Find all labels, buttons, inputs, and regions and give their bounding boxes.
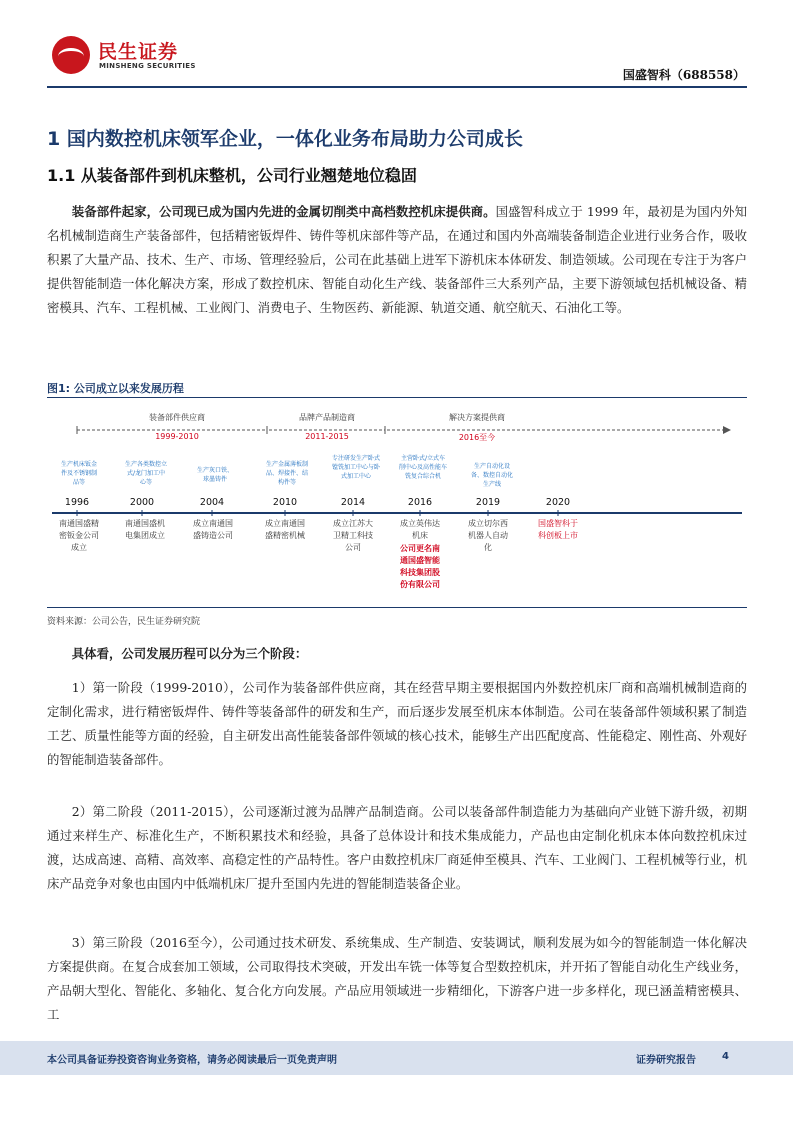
stage-1-name: 装备部件供应商 [149, 413, 205, 422]
note-rename-2016: 公司更名南通国盛智能科技集团股份有限公司 [400, 544, 440, 589]
note-bottom-2000: 南通国盛机电集团成立 [125, 519, 165, 540]
year-2016: 2016 [407, 497, 433, 508]
intro-paragraph [47, 200, 747, 320]
note-bottom-2020: 国盛智科于科创板上市 [538, 519, 578, 540]
stage-paragraph-1 [47, 676, 747, 772]
year-2010: 2010 [272, 497, 298, 508]
note-top-2014: 专注研发生产卧式镗铣加工中心与卧式加工中心 [332, 455, 381, 480]
subsection-heading: 1.1 从装备部件到机床整机，公司行业翘楚地位稳固 [47, 166, 417, 185]
figure-bottom-rule [47, 607, 747, 608]
figure-source: 资料来源：公司公告，民生证券研究院 [47, 617, 201, 627]
figure-title: 图1: 公司成立以来发展历程 [47, 382, 184, 395]
note-top-2016: 主营卧式/立式车削中心及高性能车铣复合综合机 [399, 455, 448, 480]
figure-top-rule [47, 397, 747, 398]
stage-paragraph-3 [47, 931, 747, 1027]
stage-3-period: 2016至今 [458, 433, 496, 442]
stage-1-period: 1999-2010 [155, 432, 199, 441]
note-bottom-2019: 成立切尔西机器人自动化 [468, 519, 508, 552]
note-bottom-2010: 成立南通国盛精密机械 [265, 519, 305, 540]
year-1996: 1996 [64, 497, 90, 508]
stage-3-name: 解决方案提供商 [449, 413, 505, 422]
logo-swoosh-icon [58, 48, 84, 65]
section-heading: 1 国内数控机床领军企业，一体化业务布局助力公司成长 [47, 128, 523, 150]
note-top-1996: 生产机床钣金件及不锈钢制品等 [60, 461, 97, 486]
year-2019: 2019 [475, 497, 501, 508]
footer-disclaimer: 本公司具备证券投资咨询业务资格，请务必阅读最后一页免责声明 [47, 1055, 337, 1066]
stage-3-text: 3）第三阶段（2016至今），公司通过技术研发、系统集成、生产制造、安装调试，顺利发展为如今的智能制造一体化解决方案提供商。在复合成套加工领域，公司取得技术突破，开发出车铣一体等复合型数控机床，并开拓了智能自动化生产线业务，产品朝大型化、智能化、多轴化、复合化方向发展。产品应用领域进一步精细化，下游客户进一步多样化，现已涵盖精密模具、工 [47, 935, 747, 1022]
intro-lead: 装备部件起家，公司现已成为国内先进的金属切削类中高档数控机床提供商。 [71, 204, 496, 219]
note-bottom-2004: 成立南通国盛铸造公司 [193, 519, 233, 540]
header-divider [47, 86, 747, 88]
stages-intro-text: 具体看，公司发展历程可以分为三个阶段： [71, 646, 308, 661]
year-2020: 2020 [545, 497, 571, 508]
year-2014: 2014 [340, 497, 366, 508]
timeline-figure [47, 400, 747, 605]
note-top-2000: 生产各类数控立式/龙门加工中心等 [125, 461, 168, 486]
stage-3-arrow-head [723, 426, 731, 434]
logo-text-cn: 民生证券 [98, 41, 179, 63]
page-number: 4 [722, 1051, 729, 1062]
logo-text-en: MINSHENG SECURITIES [99, 62, 196, 70]
note-top-2010: 生产金属薄板制品、焊接件、结构件等 [265, 461, 308, 486]
note-top-2019: 生产自动化设备、数控自动化生产线 [470, 463, 513, 488]
year-2004: 2004 [199, 497, 225, 508]
note-bottom-2016: 成立英伟达机床 [400, 519, 440, 540]
note-bottom-2014: 成立江苏大卫精工科技公司 [333, 519, 373, 552]
stage-2-text: 2）第二阶段（2011-2015），公司逐渐过渡为品牌产品制造商。公司以装备部件制造能力为基础向产业链下游升级，初期通过来样生产、标准化生产，不断积累技术和经验，具备了总体设计和技术集成能力，产品也由定制化机床本体向数控机床过渡，达成高速、高精、高效率、高稳定性的产品特性。客户由数控机床厂商延伸至模具、汽车、工业阀门、工程机械等行业，机床产品竞争对象也由国内中低端机床厂提升至国内先进的智能制造装备企业。 [47, 804, 747, 891]
intro-body: 国盛智科成立于 1999 年，最初是为国内外知名机械制造商生产装备部件，包括精密钣焊件、铸件等机床部件等产品，在通过和国内外高端装备制造企业进行业务合作，吸收积累了大量产品、技术、生产、市场、管理经验后，公司在此基础上进军下游机床本体研发、制造领域。公司现在专注于为客户提供智能制造一体化解决方案，形成了数控机床、智能自动化生产线、装备部件三大系列产品，主要下游领域包括机械设备、精密模具、汽车、工程机械、工业阀门、消费电子、生物医药、新能源、轨道交通、航空航天、石油化工等。 [47, 204, 747, 315]
footer-report-type: 证券研究报告 [636, 1055, 696, 1066]
stage-2-name: 品牌产品制造商 [299, 413, 355, 422]
stages-intro [47, 642, 747, 666]
stage-2-period: 2011-2015 [305, 432, 349, 441]
year-2000: 2000 [129, 497, 155, 508]
note-bottom-1996: 南通国盛精密钣金公司成立 [59, 519, 99, 552]
stage-paragraph-2 [47, 800, 747, 896]
note-top-2004: 生产灰口铁、球墨铸件 [196, 467, 233, 483]
company-title: 国盛智科（688558） [622, 68, 745, 82]
stage-1-text: 1）第一阶段（1999-2010），公司作为装备部件供应商，其在经营早期主要根据国内外数控机床厂商和高端机械制造商的定制化需求，进行精密钣焊件、铸件等装备部件的研发和生产，而后逐步发展至机床本体制造。公司在装备部件领域积累了制造工艺、质量性能等方面的经验，自主研发出高性能装备部件领域的核心技术，能够生产出匹配度高、性能稳定、刚性高、外观好的智能制造装备部件。 [47, 680, 747, 767]
